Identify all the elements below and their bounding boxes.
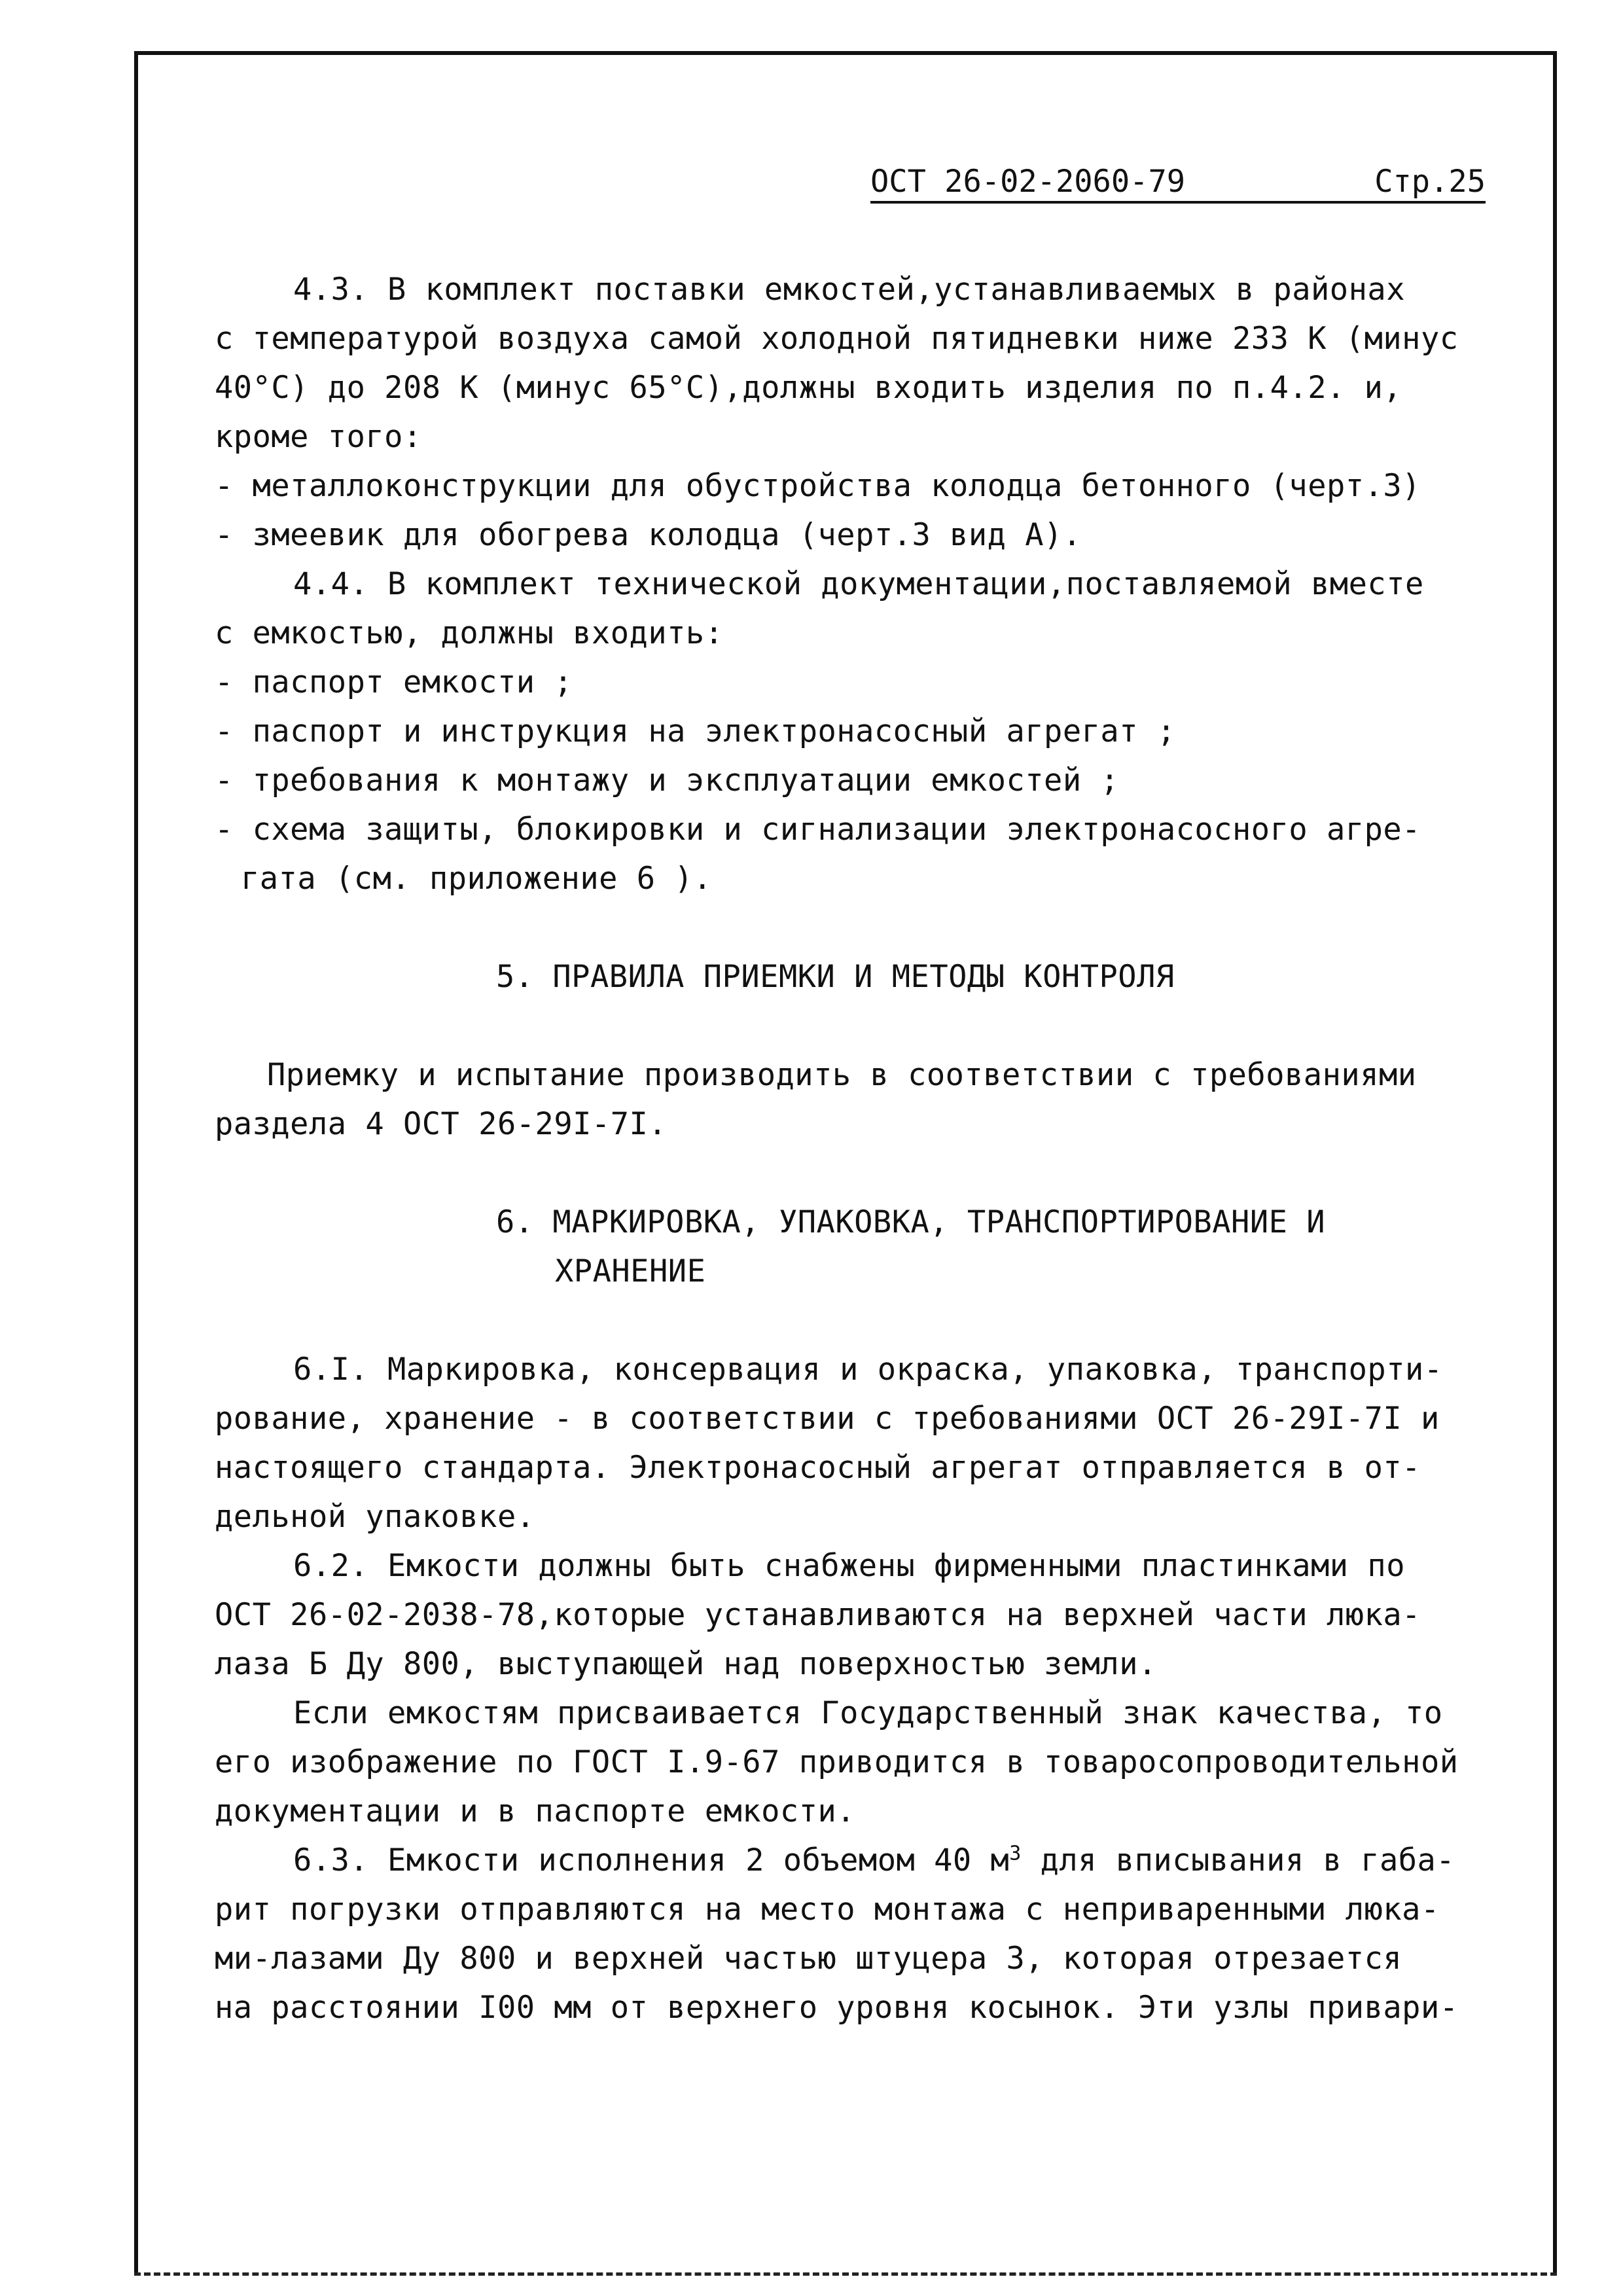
document-body bbox=[215, 265, 1543, 2032]
section-5-line: Приемку и испытание производить в соответствии с требованиями bbox=[267, 1057, 1417, 1093]
para-6-3-line bbox=[215, 1836, 1543, 1885]
para-6-2b-line: документации и в паспорте емкости. bbox=[215, 1793, 856, 1829]
para-6-1-line: 6.I. Маркировка, консервация и окраска, упаковка, транспорти- bbox=[293, 1352, 1443, 1388]
para-6-2b-line: его изображение по ГОСТ I.9-67 приводится в товаросопроводительной bbox=[215, 1744, 1459, 1780]
section-6-title-cont: ХРАНЕНИЕ bbox=[555, 1253, 706, 1289]
para-4-3-line: кроме того: bbox=[215, 419, 422, 455]
list-item: - паспорт и инструкция на электронасосный агрегат ; bbox=[215, 713, 1176, 749]
para-6-2b-line: Если емкостям присваивается Государственный знак качества, то bbox=[293, 1695, 1443, 1731]
para-6-3-line: ми-лазами Ду 800 и верхней частью штуцера 3, которая отрезается bbox=[215, 1941, 1402, 1977]
page-number: Стр.25 bbox=[1374, 164, 1486, 200]
para-4-3-line: 40°С) до 208 К (минус 65°С),должны входить изделия по п.4.2. и, bbox=[215, 370, 1402, 406]
list-item: - металлоконструкции для обустройства колодца бетонного (черт.3) bbox=[215, 468, 1421, 504]
list-item: - требования к монтажу и эксплуатации емкостей ; bbox=[215, 762, 1120, 798]
list-item-continuation: гата (см. приложение 6 ). bbox=[241, 861, 712, 897]
para-6-1-line: рование, хранение - в соответствии с требованиями ОСТ 26-29I-7I и bbox=[215, 1401, 1440, 1437]
page-frame-bottom bbox=[134, 2272, 1557, 2276]
page-header bbox=[870, 164, 1486, 204]
para-6-3-text-b: для вписывания в габа- bbox=[1021, 1842, 1455, 1878]
para-4-3-line: 4.3. В комплект поставки емкостей,устанавливаемых в районах bbox=[293, 272, 1405, 308]
section-6-title: 6. МАРКИРОВКА, УПАКОВКА, ТРАНСПОРТИРОВАНИЕ И bbox=[496, 1204, 1326, 1240]
list-item: - змеевик для обогрева колодца (черт.3 вид А). bbox=[215, 517, 1082, 553]
para-6-2-line: лаза Б Ду 800, выступающей над поверхностью земли. bbox=[215, 1646, 1157, 1682]
para-6-3-text-a: 6.3. Емкости исполнения 2 объемом 40 м bbox=[293, 1842, 1010, 1878]
para-6-3-line: на расстоянии I00 мм от верхнего уровня косынок. Эти узлы привари- bbox=[215, 1990, 1459, 2026]
superscript-3: 3 bbox=[1009, 1842, 1022, 1865]
para-6-1-line: настоящего стандарта. Электронасосный агрегат отправляется в от- bbox=[215, 1450, 1421, 1486]
para-4-4-line: 4.4. В комплект технической документации,поставляемой вместе bbox=[293, 566, 1424, 602]
para-6-1-line: дельной упаковке. bbox=[215, 1499, 535, 1535]
list-item: - паспорт емкости ; bbox=[215, 664, 573, 700]
para-6-3-line: рит погрузки отправляются на место монтажа с неприваренными люка- bbox=[215, 1892, 1440, 1928]
section-5-line: раздела 4 ОСТ 26-29I-7I. bbox=[215, 1106, 668, 1142]
para-6-2-line: ОСТ 26-02-2038-78,которые устанавливаются на верхней части люка- bbox=[215, 1597, 1421, 1633]
para-4-3-line: с температурой воздуха самой холодной пятидневки ниже 233 К (минус bbox=[215, 321, 1459, 357]
para-6-2-line: 6.2. Емкости должны быть снабжены фирменными пластинками по bbox=[293, 1548, 1405, 1584]
list-item: - схема защиты, блокировки и сигнализации электронасосного агре- bbox=[215, 812, 1421, 848]
section-5-title: 5. ПРАВИЛА ПРИЕМКИ И МЕТОДЫ КОНТРОЛЯ bbox=[496, 959, 1175, 995]
doc-code: ОСТ 26-02-2060-79 bbox=[870, 164, 1186, 200]
para-4-4-line: с емкостью, должны входить: bbox=[215, 615, 724, 651]
